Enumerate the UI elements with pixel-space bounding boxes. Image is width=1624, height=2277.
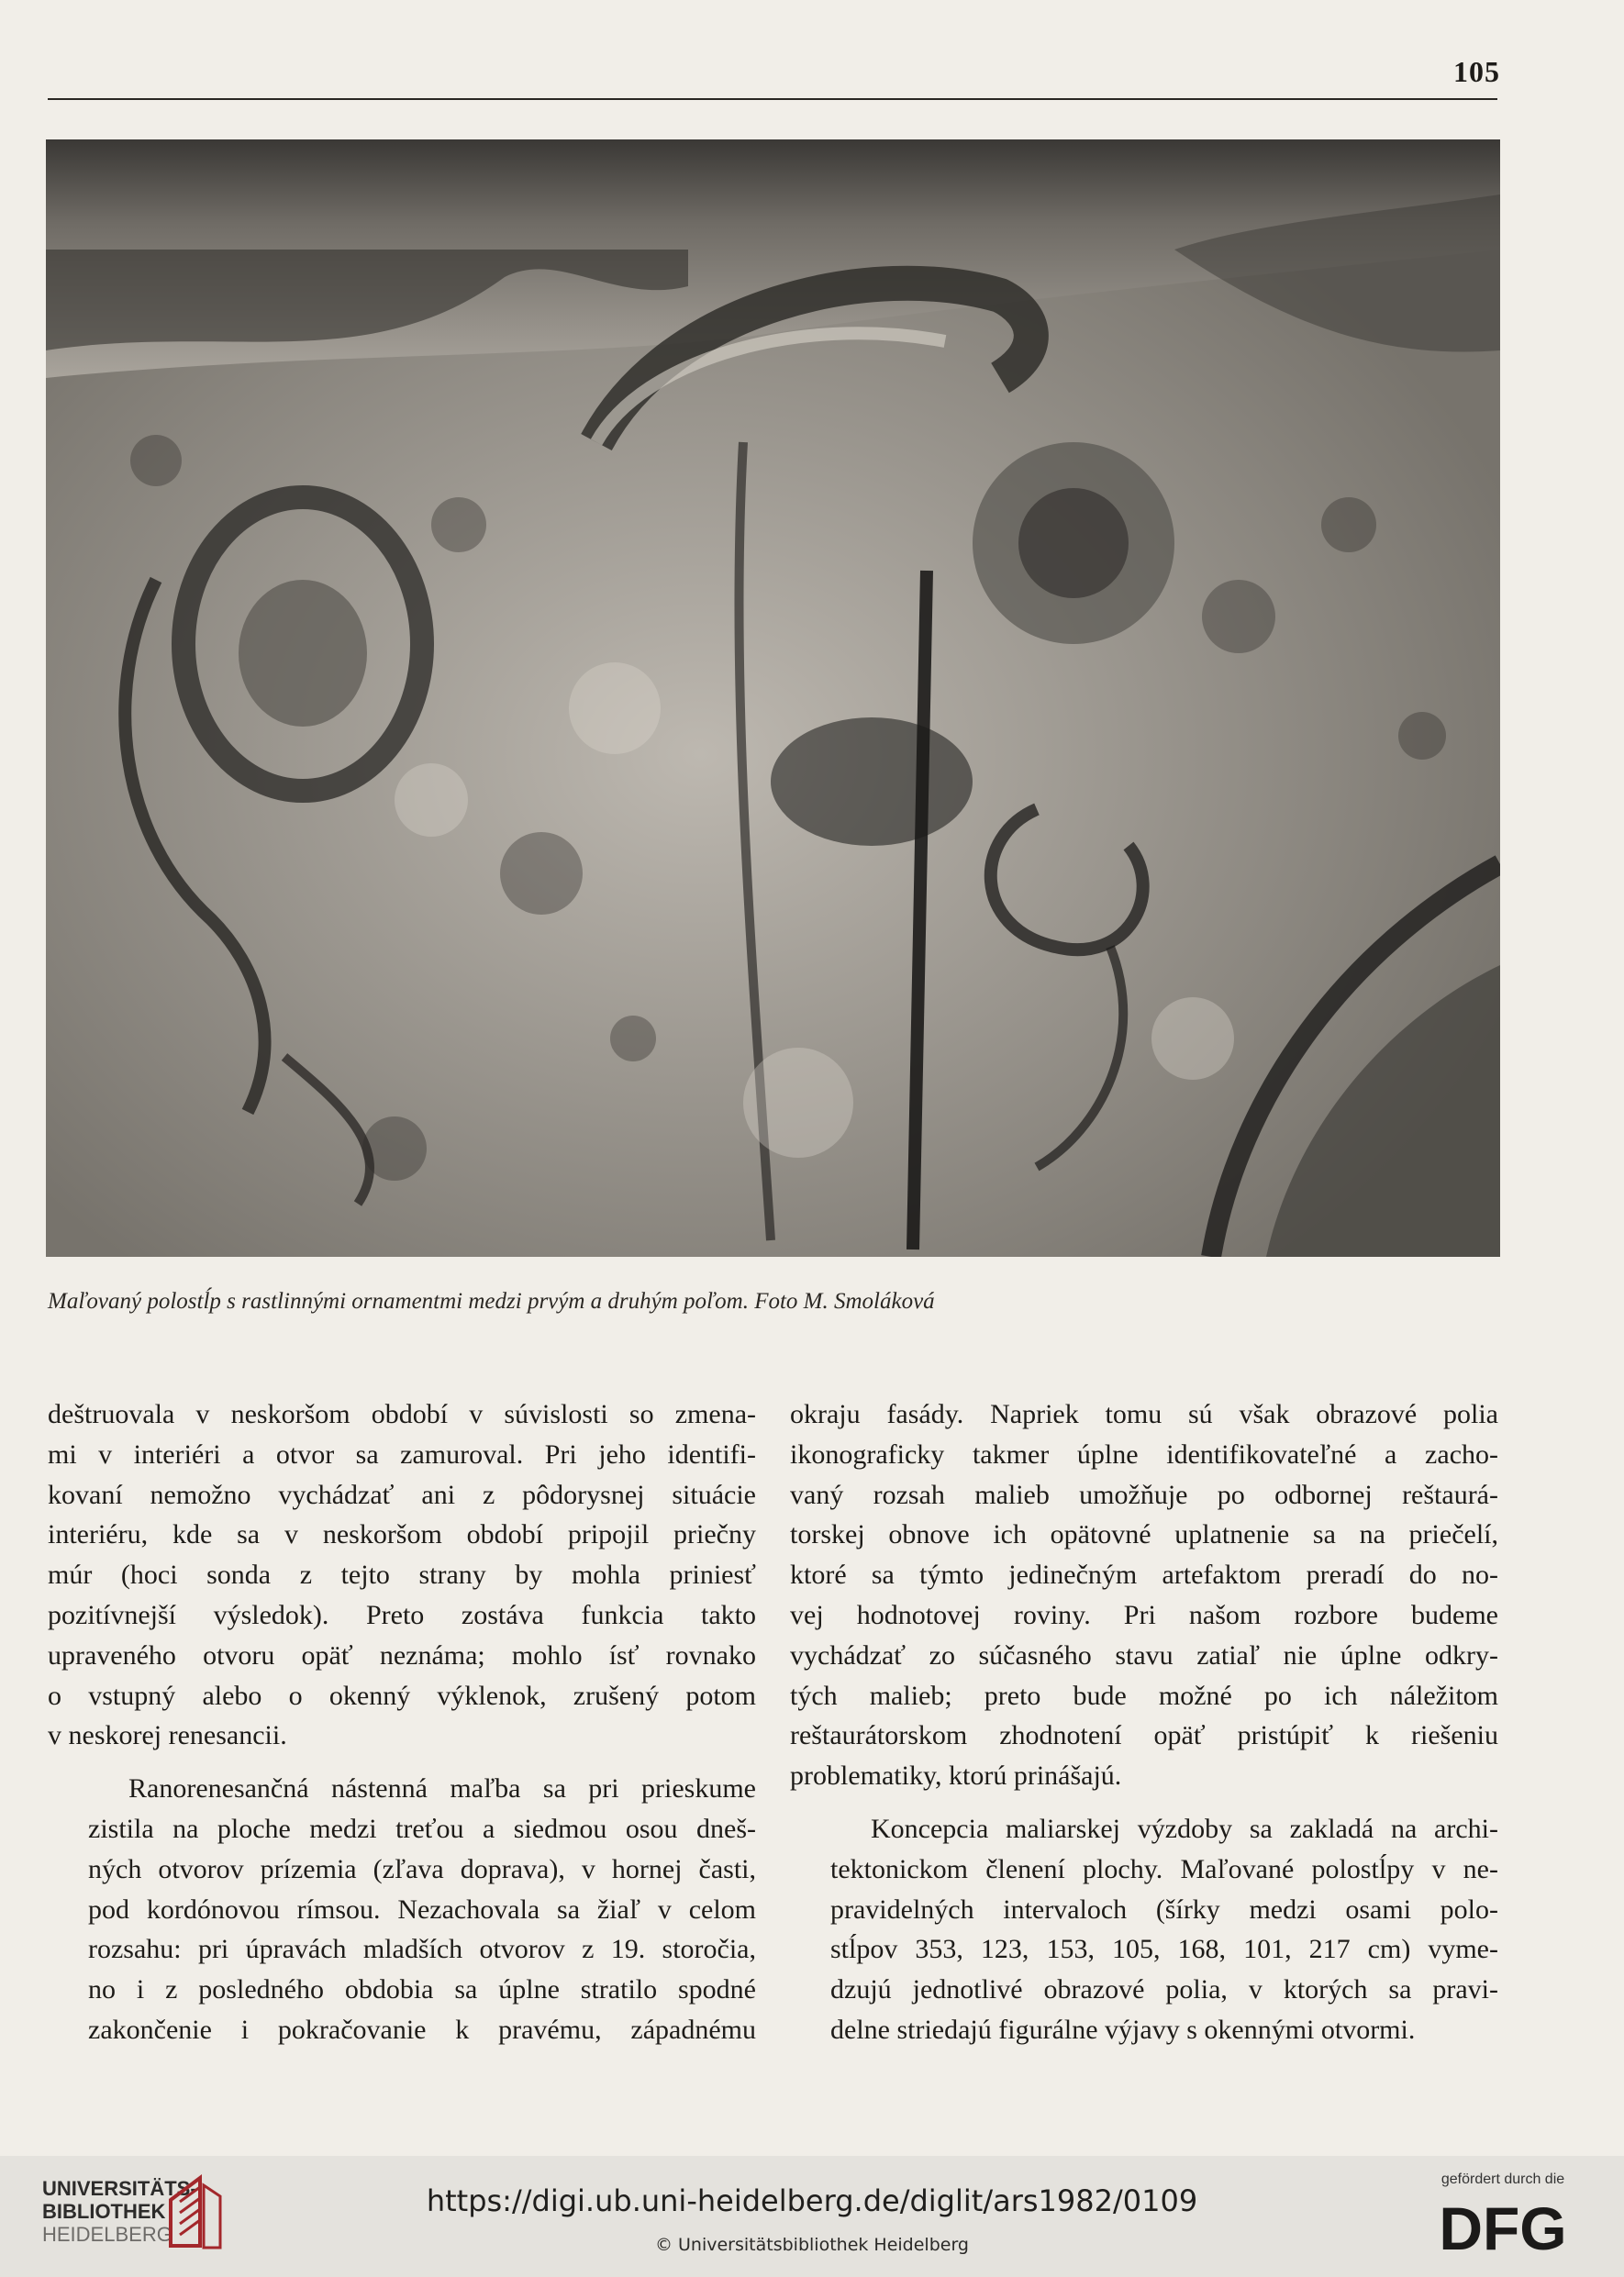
text-column-right — [790, 1394, 1498, 2050]
dfg-logo[interactable] — [1420, 2194, 1585, 2259]
text-line: deštruovala v neskoršom období v súvislosti so zmena- — [48, 1399, 756, 1429]
text-line: pod kordónovou rímsou. Nezachovala sa žiaľ v celom — [88, 1894, 756, 1925]
text-line: no i z posledného obdobia sa úplne stratilo spodné — [88, 1974, 756, 2005]
text-line: vychádzať zo súčasného stavu zatiaľ nie úplne odkry- — [790, 1639, 1498, 1671]
text-line: interiéru, kde sa v neskoršom období pripojil priečny — [48, 1519, 756, 1550]
text-line: upraveného otvoru opäť neznáma; mohlo ísť rovnako — [48, 1639, 756, 1671]
text-line: o vstupný alebo o okenný výklenok, zrušený potom — [48, 1680, 756, 1711]
text-line: delne striedajú figurálne výjavy s okennými otvormi. — [830, 2014, 1416, 2045]
text-line: v neskorej renesancii. — [48, 1720, 287, 1751]
paragraph — [790, 1809, 1498, 2050]
text-line: dzujú jednotlivé obrazové polia, v ktorých sa pravi- — [830, 1974, 1498, 2005]
library-name-line1: UNIVERSITÄTS- — [42, 2177, 197, 2200]
text-line: pozitívnejší výsledok). Preto zostáva funkcia takto — [48, 1599, 756, 1630]
text-line: pravidelných intervaloch (šírky medzi osami polo- — [830, 1894, 1498, 1925]
text-line: Ranorenesančná nástenná maľba sa pri prieskume — [128, 1773, 756, 1805]
paragraph — [48, 1394, 756, 1756]
text-line: vaný rozsah malieb umožňuje po odbornej reštaurá- — [790, 1479, 1498, 1510]
text-line: múr (hoci sonda z tejto strany by mohla priniesť — [48, 1560, 756, 1591]
page-number: 105 — [1453, 55, 1500, 88]
text-line: torskej obnove ich opätovné uplatnenie sa na priečelí, — [790, 1519, 1498, 1550]
library-name-line3: HEIDELBERG — [42, 2223, 172, 2246]
funder-label: gefördert durch die — [1440, 2171, 1565, 2187]
text-line: tých malieb; preto bude možné po ich náležitom — [790, 1680, 1498, 1711]
text-line: vej hodnotovej roviny. Pri našom rozbore budeme — [790, 1599, 1498, 1630]
text-line: rozsahu: pri úpravách mladších otvorov z 19. storočia, — [88, 1934, 756, 1965]
dfg-logo-text: DFG — [1439, 2194, 1567, 2259]
text-line: okraju fasády. Napriek tomu sú však obrazové polia — [790, 1399, 1498, 1429]
paragraph — [790, 1394, 1498, 1796]
header-rule — [48, 98, 1497, 100]
text-line: mi v interiéri a otvor sa zamuroval. Pri jeho identifi- — [48, 1438, 756, 1470]
text-line: stĺpov 353, 123, 153, 105, 168, 101, 217 cm) vyme- — [830, 1934, 1498, 1965]
text-line: ktoré sa týmto jedinečným artefaktom preradí do no- — [790, 1560, 1498, 1591]
copyright-notice: © Universitätsbibliothek Heidelberg — [654, 2235, 969, 2255]
figure-caption: Maľovaný polostĺp s rastlinnými ornamentmi medzi prvým a druhým poľom. Foto M. Smoláková — [48, 1289, 935, 1314]
text-line: problematiky, ktorú prinášajú. — [790, 1761, 1122, 1792]
text-line: ných otvorov prízemia (zľava doprava), v hornej časti, — [88, 1853, 756, 1884]
text-line: tektonickom členení plochy. Maľované polostĺpy v ne- — [830, 1853, 1498, 1884]
mural-photo-illustration — [46, 139, 1500, 1257]
figure-photo — [46, 139, 1500, 1257]
text-line: zakončenie i pokračovanie k pravému, západnému — [88, 2014, 756, 2045]
library-name-line2: BIBLIOTHEK — [42, 2200, 166, 2223]
paragraph — [48, 1769, 756, 2050]
text-line: ikonograficky takmer úplne identifikovateľné a zacho- — [790, 1438, 1498, 1470]
text-line: zistila na ploche medzi treťou a siedmou osou dneš- — [88, 1813, 756, 1844]
text-line: kovaní nemožno vychádzať ani z pôdorysnej situácie — [48, 1479, 756, 1510]
text-line: reštaurátorskom zhodnotení opäť pristúpiť k riešeniu — [790, 1720, 1498, 1751]
text-column-left — [48, 1394, 756, 2050]
text-line: Koncepcia maliarskej výzdoby sa zakladá na archi- — [871, 1813, 1498, 1844]
permalink-url[interactable]: https://digi.ub.uni-heidelberg.de/diglit/ars1982/0109 — [426, 2183, 1198, 2218]
